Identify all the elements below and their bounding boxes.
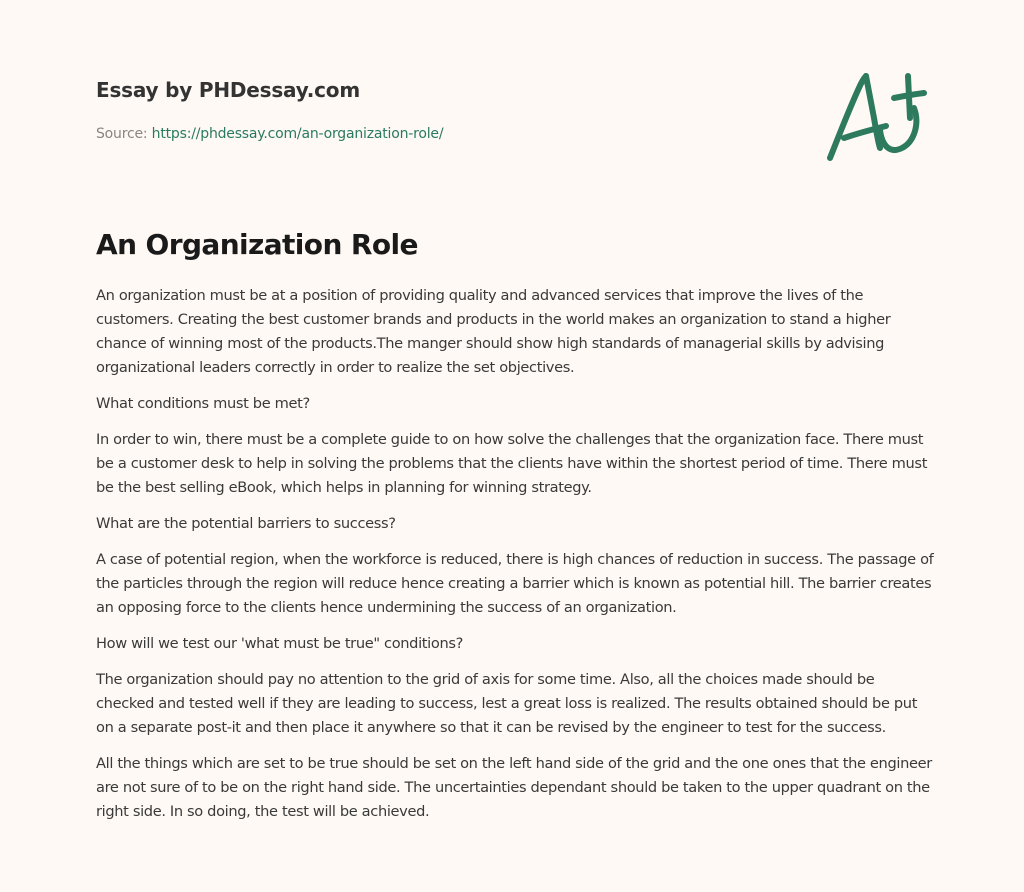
essay-question: What are the potential barriers to success? — [96, 515, 396, 532]
essay-content — [96, 226, 936, 836]
a-plus-grade-icon — [822, 68, 928, 164]
essay-header — [96, 76, 796, 144]
source-link[interactable]: https://phdessay.com/an-organization-role/ — [151, 126, 444, 142]
essay-question: How will we test our 'what must be true" conditions? — [96, 635, 463, 652]
essay-title: An Organization Role — [96, 228, 418, 261]
essay-question: What conditions must be met? — [96, 395, 310, 412]
brand-title: Essay by PHDessay.com — [96, 78, 360, 102]
essay-paragraph: A case of potential region, when the workforce is reduced, there is high chances of reduction in success. The passage of the particles through the region will reduce hence creating a barrier which is known as potential hill. The barrier creates an opposing force to the clients hence undermining the success of an organization. — [96, 551, 934, 616]
essay-paragraph: All the things which are set to be true should be set on the left hand side of the grid and the one ones that the engineer are not sure of to be on the right hand side. The uncertainties dependant should be taken to the upper quadrant on the right side. In so doing, the test will be achieved. — [96, 755, 932, 820]
source-line — [96, 124, 796, 144]
essay-paragraph: The organization should pay no attention to the grid of axis for some time. Also, all the choices made should be checked and tested well if they are leading to success, lest a great loss is realized. The results obtained should be put on a separate post-it and then place it anywhere so that it can be revised by the engineer to test for the success. — [96, 671, 918, 736]
essay-paragraph: In order to win, there must be a complete guide to on how solve the challenges that the organization face. There must be a customer desk to help in solving the problems that the clients have within the shortest period of time. There must be the best selling eBook, which helps in planning for winning strategy. — [96, 431, 928, 496]
source-label: Source: — [96, 126, 148, 142]
essay-paragraph: An organization must be at a position of providing quality and advanced services that improve the lives of the customers. Creating the best customer brands and products in the world makes an organization to stand a higher chance of winning most of the products.The manger should show high standards of managerial skills by advising organizational leaders correctly in order to realize the set objectives. — [96, 287, 891, 376]
